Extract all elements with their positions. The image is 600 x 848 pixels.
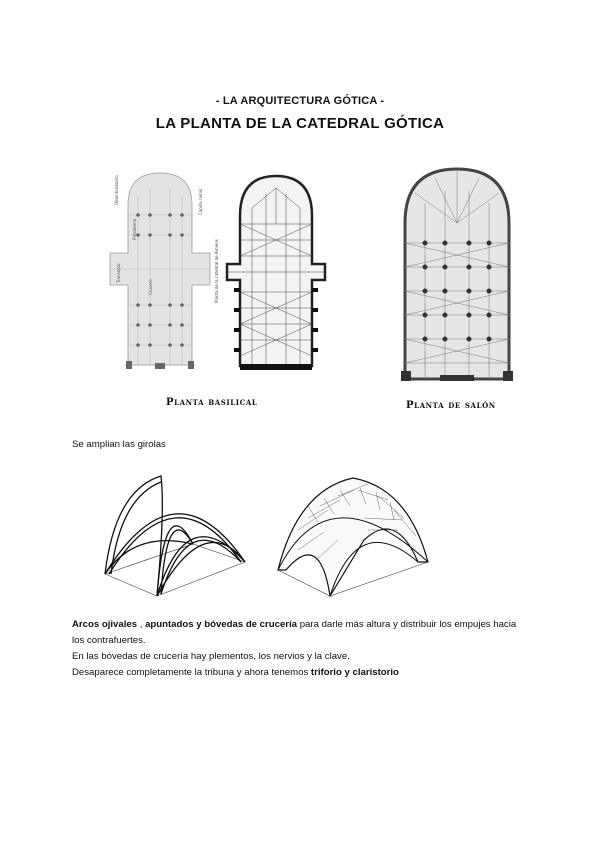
text-para-darle: para darle más altura y distribuir los empujes hacia [297, 619, 517, 630]
plan1-label-capilla: Capilla radial [198, 188, 203, 215]
text-contrafuertes: los contrafuertes. [72, 635, 146, 646]
text-sep: , [137, 619, 146, 630]
plan1-label-deambulatorio: Deambulatorio [114, 175, 119, 205]
girolas-text: Se amplian las girolas [72, 439, 166, 450]
plan1-label-crucero: Crucero [148, 279, 153, 295]
stone-vault-illustration [268, 470, 438, 605]
plan1-label-transepto: Transepto [116, 263, 121, 283]
salon-plan-image [395, 163, 520, 383]
basilical-plan-image [100, 165, 220, 375]
rib-vault-illustration [95, 470, 255, 605]
amiens-plan-image [210, 168, 335, 380]
text-arcos-ojivales: Arcos ojivales [72, 619, 138, 630]
paragraph-plementos: En las bóvedas de crucería hay plementos, los nervios y la clave. [72, 651, 350, 662]
paragraph-tribuna [72, 665, 542, 681]
plan1-label-presbiterio: Presbiterio [132, 218, 137, 240]
plan2-label: Planta de la catedral de Amiens [214, 239, 219, 303]
page-title: LA PLANTA DE LA CATEDRAL GÓTICA [155, 115, 445, 132]
caption-basilical: Planta basilical [166, 397, 258, 408]
paragraph-arcos [72, 617, 542, 649]
text-triforio: triforio y claristorio [310, 667, 399, 678]
section-subtitle: - LA ARQUITECTURA GÓTICA - [215, 95, 385, 107]
text-desaparece: Desaparece completamente la tribuna y ahora tenemos [72, 667, 311, 678]
text-apuntados: apuntados y bóvedas de crucería [145, 619, 298, 630]
caption-salon: Planta de salón [406, 400, 496, 411]
